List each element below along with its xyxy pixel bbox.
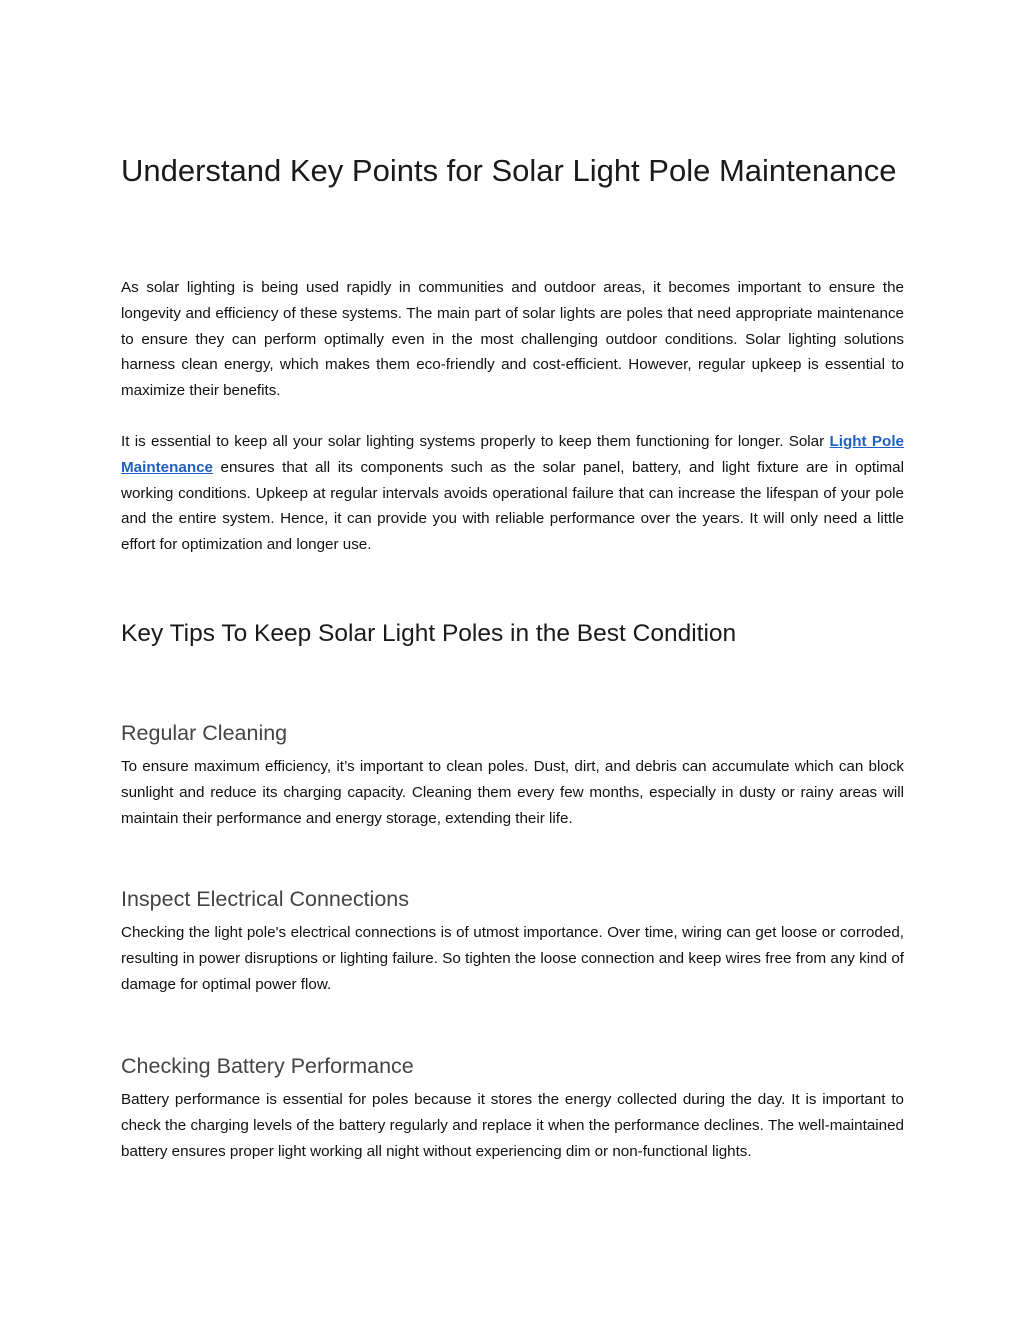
intro-paragraph-1: As solar lighting is being used rapidly in communities and outdoor areas, it becomes important to ensure the longevity and efficiency of these systems. The main part of solar lights are poles that need appropriate maintenance to ensure they can perform optimally even in the most challenging outdoor conditions. Solar lighting solutions harness clean energy, which makes them eco-friendly and cost-efficient. However, regular upkeep is essential to maximize their benefits. <box>121 279 904 400</box>
light-pole-maintenance-link[interactable]: Light Pole Maintenance <box>121 433 904 476</box>
intro-paragraph-2-rest: ensures that all its components such as the solar panel, battery, and light fixture are in optimal working conditions. Upkeep at regular intervals avoids operational failure that can increase the lifespan of your pole and the entire system. Hence, it can provide you with reliable performance over the years. It will only need a little effort for optimization and longer use. <box>121 458 904 554</box>
intro-paragraph-2 <box>121 429 904 558</box>
tip-heading-electrical-connections: Inspect Electrical Connections <box>121 887 410 911</box>
tip-body-battery-performance: Battery performance is essential for poles because it stores the energy collected during the day. It is important to check the charging levels of the battery regularly and replace it when the performance declines. The well-maintained battery ensures proper light working all night without experiencing dim or non-functional lights. <box>121 1091 904 1160</box>
tip-body-regular-cleaning: To ensure maximum efficiency, it’s important to clean poles. Dust, dirt, and debris can accumulate which can block sunlight and reduce its charging capacity. Cleaning them every few months, especially in dusty or rainy areas will maintain their performance and energy storage, extending their life. <box>121 758 904 827</box>
section-heading: Key Tips To Keep Solar Light Poles in the Best Condition <box>121 620 737 647</box>
tip-body-electrical-connections: Checking the light pole's electrical connections is of utmost importance. Over time, wiring can get loose or corroded, resulting in power disruptions or lighting failure. So tighten the loose connection and keep wires free from any kind of damage for optimal power flow. <box>121 924 904 993</box>
tip-heading-battery-performance: Checking Battery Performance <box>121 1054 414 1078</box>
page-title: Understand Key Points for Solar Light Pole Maintenance <box>121 153 897 188</box>
tip-heading-regular-cleaning: Regular Cleaning <box>121 721 288 745</box>
intro-paragraph-2-lead: It is essential to keep all your solar lighting systems properly to keep them functioning for longer. Solar <box>121 433 830 450</box>
